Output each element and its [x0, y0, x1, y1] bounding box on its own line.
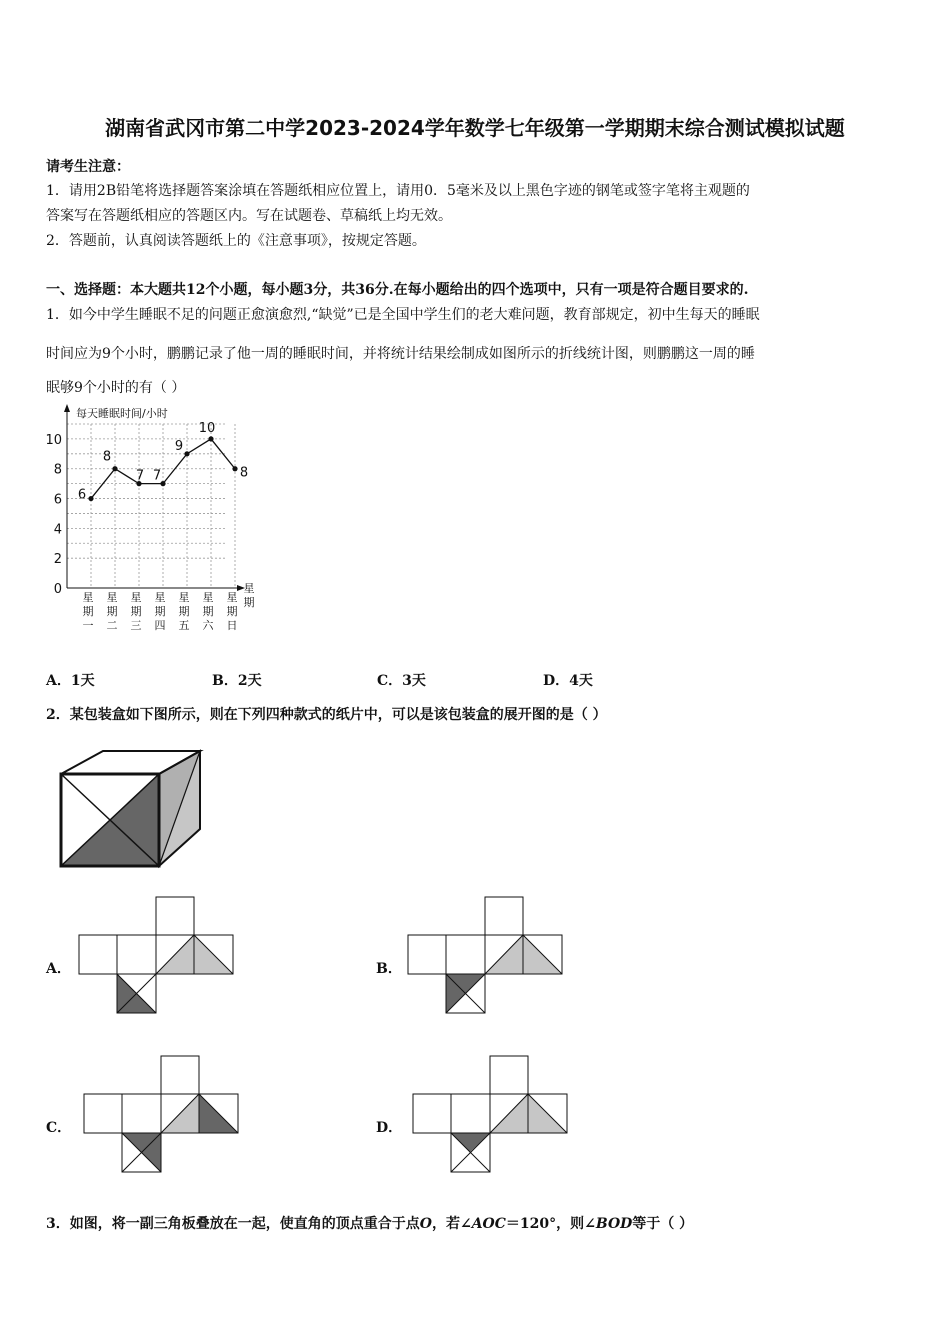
data-label: 6	[77, 487, 87, 503]
y-tick-label: 2	[53, 552, 62, 568]
notice-heading: 请考生注意：	[46, 159, 130, 175]
q1-option-c: C．3天	[377, 673, 426, 689]
y-tick-label: 10	[45, 432, 62, 448]
q3-angle-bod: BOD	[595, 1216, 633, 1232]
net-d-dark-triangle	[451, 1133, 490, 1152]
data-label: 9	[174, 438, 184, 454]
x-tick-label: 一	[82, 619, 94, 632]
data-point	[88, 496, 93, 501]
x-tick-label: 三	[130, 619, 142, 632]
q2-option-a-label: A．	[46, 961, 71, 977]
notice-item-2: 2．答题前，认真阅读答题纸上的《注意事项》，按规定答题。	[46, 233, 426, 249]
x-tick-label: 期	[178, 605, 190, 618]
chart-grid	[67, 424, 235, 588]
x-tick-label: 星	[130, 591, 142, 604]
x-tick-label: 五	[178, 619, 190, 632]
x-tick-label: 期	[226, 605, 238, 618]
data-label: 10	[198, 420, 216, 436]
q2-option-b-label: B．	[376, 961, 402, 977]
x-tick-label: 期	[202, 605, 214, 618]
notice-item-1-line-1: 1．请用2B铅笔将选择题答案涂填在答题纸相应位置上，请用0．5毫米及以上黑色字迹的钢笔或签字笔将主观题的	[46, 183, 750, 199]
x-tick-label: 星	[154, 591, 166, 604]
y-tick-label: 8	[53, 462, 62, 478]
x-tick-label: 期	[130, 605, 142, 618]
net-a	[78, 896, 236, 1016]
x-axis-label	[244, 582, 255, 609]
net-b	[407, 896, 565, 1016]
q3-text	[46, 1213, 693, 1233]
q1-option-b: B．2天	[212, 673, 262, 689]
x-tick-label: 四	[154, 619, 166, 632]
x-tick-label: 星	[178, 591, 190, 604]
q2-option-d-label: D．	[376, 1120, 403, 1136]
q3-point-o: O	[419, 1216, 432, 1232]
x-tick-label: 星	[226, 591, 238, 604]
x-tick-label: 二	[106, 619, 118, 632]
net-c	[83, 1055, 241, 1175]
x-tick-label: 期	[154, 605, 166, 618]
q2-option-c-label: C．	[46, 1120, 72, 1136]
data-label: 7	[152, 468, 162, 484]
page-title: 湖南省武冈市第二中学2023-2024学年数学七年级第一学期期末综合测试模拟试题	[105, 116, 845, 140]
x-tick-label: 六	[202, 619, 214, 632]
notice-item-1-line-2: 答案写在答题纸相应的答题区内。写在试题卷、草稿纸上均无效。	[46, 208, 452, 224]
box-figure	[55, 745, 205, 875]
x-tick-label: 星	[82, 591, 94, 604]
x-tick-label: 星	[106, 591, 118, 604]
y-tick-label: 0	[53, 582, 62, 597]
x-tick-label: 日	[226, 619, 238, 632]
section-1-heading: 一、选择题：本大题共12个小题，每小题3分，共36分.在每小题给出的四个选项中，只有一项是符合题目要求的.	[46, 282, 749, 298]
y-axis-arrow	[64, 404, 70, 412]
x-tick-label: 星	[202, 591, 214, 604]
q1-option-d: D．4天	[543, 673, 593, 689]
chart-title: 每天睡眠时间/小时	[76, 407, 168, 420]
x-tick-label: 期	[82, 605, 94, 618]
data-label: 8	[102, 449, 112, 465]
q3-angle-aoc: AOC	[471, 1216, 506, 1232]
x-axis-label-char: 星	[243, 582, 255, 595]
q3-text-part-2: ，若∠	[431, 1216, 472, 1232]
sleep-line-chart	[40, 402, 290, 642]
data-point	[208, 436, 213, 441]
x-tick-labels	[83, 591, 238, 632]
data-label: 8	[239, 465, 249, 481]
q1-line-1: 1．如今中学生睡眠不足的问题正愈演愈烈,“缺觉”已是全国中学生们的老大难问题，教育部规定，初中生每天的睡眠	[46, 307, 760, 323]
x-axis-label-char: 期	[243, 596, 255, 609]
y-tick-labels	[45, 433, 62, 597]
q2-text: 2．某包装盒如下图所示，则在下列四种款式的纸片中，可以是该包装盒的展开图的是（ ）	[46, 707, 607, 723]
q3-text-part-3: ＝120°，则∠	[505, 1216, 596, 1232]
q3-text-part-1: 3．如图，将一副三角板叠放在一起，使直角的顶点重合于点	[46, 1216, 420, 1232]
x-tick-label: 期	[106, 605, 118, 618]
data-point	[112, 466, 117, 471]
q1-line-3: 眠够9个小时的有（ ）	[46, 380, 186, 396]
y-tick-label: 4	[53, 522, 62, 538]
net-d	[412, 1055, 570, 1175]
data-point	[184, 451, 189, 456]
y-tick-label: 6	[53, 492, 62, 508]
q1-option-a: A．1天	[46, 673, 95, 689]
q3-text-part-4: 等于（ ）	[632, 1216, 694, 1232]
data-label: 7	[135, 468, 145, 484]
q1-line-2: 时间应为9个小时，鹏鹏记录了他一周的睡眠时间，并将统计结果绘制成如图所示的折线统计图，则鹏鹏这一周的睡	[46, 346, 755, 362]
data-point	[160, 481, 165, 486]
data-point	[232, 466, 237, 471]
